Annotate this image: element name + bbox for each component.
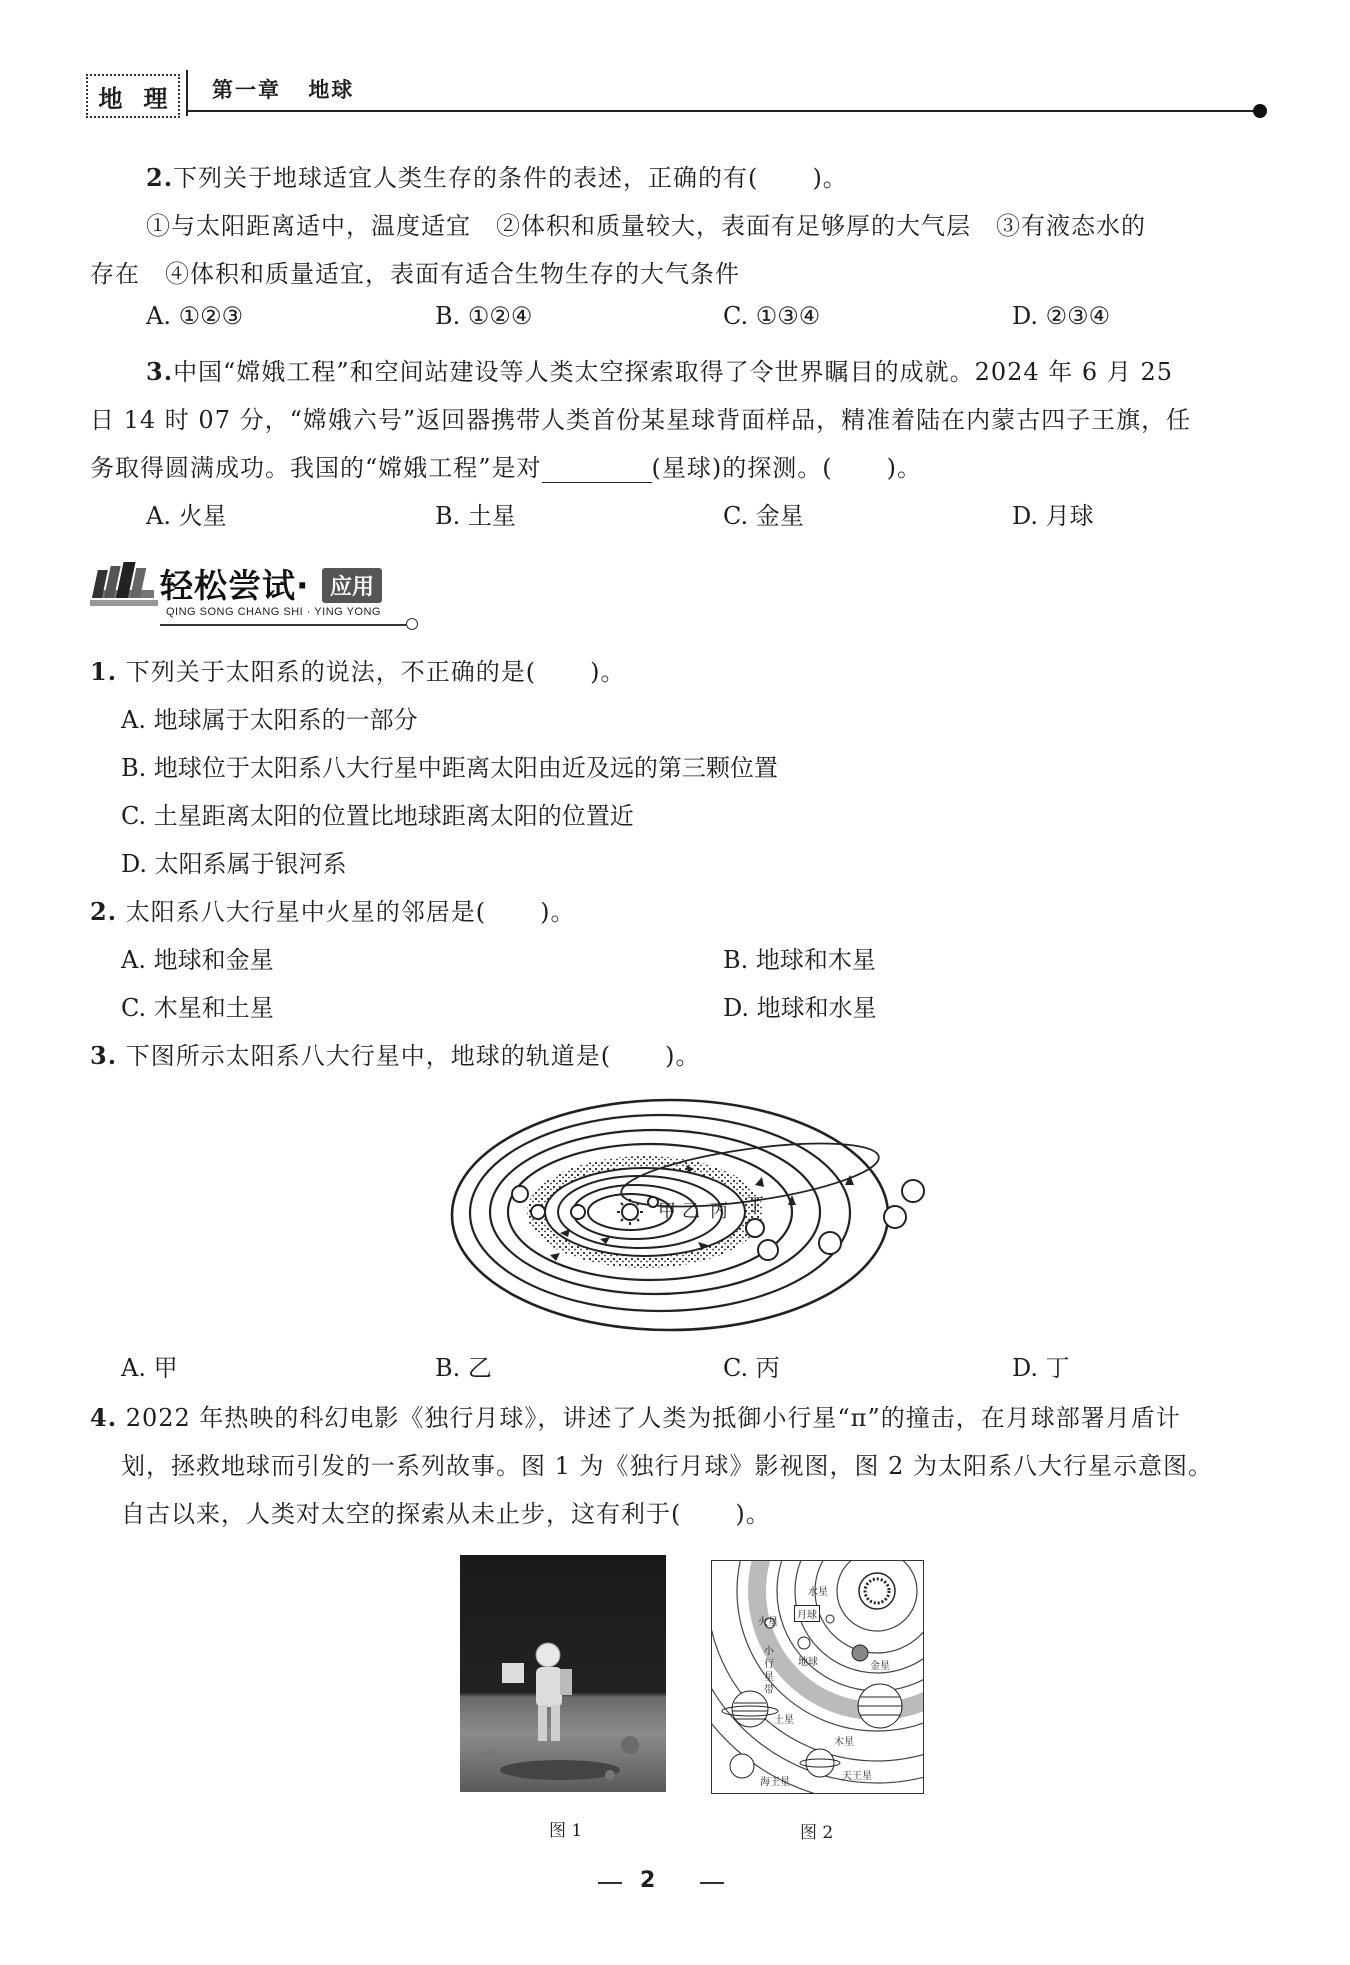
q2-option-d: D. ②③④ xyxy=(1012,302,1111,330)
s3-option-b: B. 乙 xyxy=(435,1354,492,1382)
s-question-2-stem xyxy=(90,892,575,927)
subject-box xyxy=(86,74,180,118)
question-number: 3. xyxy=(90,1041,118,1070)
page-number-dash-left xyxy=(598,1882,622,1884)
chapter-title: 地球 xyxy=(308,78,355,102)
subject-char-1: 地 xyxy=(98,84,123,113)
question-2-line-3: 存在 ④体积和质量适宜，表面有适合生物生存的大气条件 xyxy=(90,260,740,288)
s-question-3-stem xyxy=(90,1036,700,1071)
question-number: 2. xyxy=(90,897,118,926)
q3-option-c: C. 金星 xyxy=(723,502,804,530)
orbit-label-yi: 乙 xyxy=(682,1201,700,1222)
question-text: (星球)的探测。( xyxy=(651,454,833,482)
question-text: 太阳系八大行星中火星的邻居是( xyxy=(125,898,487,926)
page-number-dash-right xyxy=(700,1882,724,1884)
label-moon: 月球 xyxy=(794,1605,820,1622)
uranus-icon xyxy=(800,1749,840,1777)
s2-option-b: B. 地球和木星 xyxy=(723,946,876,974)
neptune-icon xyxy=(730,1754,754,1778)
question-text: 下列关于地球适宜人类生存的条件的表述，正确的有( xyxy=(173,164,759,192)
s3-option-d: D. 丁 xyxy=(1012,1354,1070,1382)
orbit-label-bing: 丙 xyxy=(710,1201,728,1222)
subject-char-2: 理 xyxy=(143,84,168,113)
question-2-line-2: ①与太阳距离适中，温度适宜 ②体积和质量较大，表面有足够厚的大气层 ③有液态水的 xyxy=(146,212,1146,240)
label-venus: 金星 xyxy=(870,1661,890,1672)
s-question-4-stem xyxy=(90,1398,1181,1433)
question-text-end: )。 xyxy=(540,898,576,926)
question-number: 2. xyxy=(146,163,174,192)
chapter-heading xyxy=(212,74,372,104)
s-question-1-stem xyxy=(90,652,625,687)
section-title: 轻松尝试· xyxy=(160,566,310,605)
label-mercury: 水星 xyxy=(808,1587,828,1598)
s2-option-c: C. 木星和土星 xyxy=(121,994,274,1022)
section-tag: 应用 xyxy=(322,568,382,603)
question-text-end: )。 xyxy=(735,1500,771,1528)
label-earth: 地球 xyxy=(798,1657,818,1668)
header-rule-dot xyxy=(1253,104,1267,118)
s3-option-a: A. 甲 xyxy=(121,1354,178,1382)
question-number: 1. xyxy=(90,657,118,686)
page-number: 2 xyxy=(640,1868,656,1893)
q2-option-c: C. ①③④ xyxy=(723,302,821,330)
fill-blank xyxy=(542,462,652,483)
q2-option-a: A. ①②③ xyxy=(146,302,244,330)
figure-2-caption: 图 2 xyxy=(800,1823,834,1843)
s-question-4-line-2: 划，拯救地球而引发的一系列故事。图 1 为《独行月球》影视图，图 2 为太阳系八大行星示意图。 xyxy=(121,1452,1214,1480)
s1-option-d: D. 太阳系属于银河系 xyxy=(121,850,347,878)
section-banner xyxy=(90,560,420,622)
sun-icon xyxy=(859,1573,895,1609)
s2-option-d: D. 地球和水星 xyxy=(723,994,877,1022)
label-uranus: 天王星 xyxy=(842,1771,872,1782)
question-3-stem xyxy=(146,352,1173,387)
figure-2-solar-system-map xyxy=(711,1560,924,1794)
s2-option-a: A. 地球和金星 xyxy=(121,946,274,974)
s1-option-a: A. 地球属于太阳系的一部分 xyxy=(121,706,418,734)
question-number: 3. xyxy=(146,357,174,386)
jupiter-icon xyxy=(858,1684,902,1728)
question-2-stem xyxy=(146,158,848,193)
orbit-label-jia: 甲 xyxy=(658,1201,676,1222)
section-subtitle: QING SONG CHANG SHI · YING YONG xyxy=(166,606,381,618)
s1-option-b: B. 地球位于太阳系八大行星中距离太阳由近及远的第三颗位置 xyxy=(121,754,778,782)
s3-option-c: C. 丙 xyxy=(723,1354,780,1382)
question-text: 下列关于太阳系的说法，不正确的是( xyxy=(125,658,537,686)
s1-option-c: C. 土星距离太阳的位置比地球距离太阳的位置近 xyxy=(121,802,634,830)
books-icon xyxy=(90,560,160,622)
question-3-line-2: 日 14 时 07 分，“嫦娥六号”返回器携带人类首份某星球背面样品，精准着陆在内蒙古四子王旗，任 xyxy=(90,406,1192,434)
label-asteroid-belt: 小行星带 xyxy=(764,1646,774,1696)
figure-1-caption: 图 1 xyxy=(549,1821,583,1841)
question-number: 4. xyxy=(90,1403,118,1432)
question-text: 自古以来，人类对太空的探索从未止步，这有利于( xyxy=(121,1500,682,1528)
orbit-label-ding: 丁 xyxy=(746,1195,764,1216)
question-text: 下图所示太阳系八大行星中，地球的轨道是( xyxy=(125,1042,612,1070)
question-3-line-3 xyxy=(90,448,922,483)
question-text: 2022 年热映的科幻电影《独行月球》，讲述了人类为抵御小行星“π”的撞击，在月球部署月盾计 xyxy=(125,1404,1181,1432)
question-text-end: )。 xyxy=(812,164,848,192)
q3-option-a: A. 火星 xyxy=(146,502,227,530)
header-rule xyxy=(188,110,1258,112)
label-jupiter: 木星 xyxy=(834,1737,854,1748)
astronaut-illustration xyxy=(460,1555,666,1792)
question-text: 务取得圆满成功。我国的“嫦娥工程”是对 xyxy=(90,454,542,482)
s-question-4-line-3 xyxy=(121,1494,771,1529)
question-text-end: )。 xyxy=(886,454,923,482)
question-text: 中国“嫦娥工程”和空间站建设等人类太空探索取得了令世界瞩目的成就。2024 年 6 月 25 xyxy=(173,358,1174,386)
q3-option-d: D. 月球 xyxy=(1012,502,1094,530)
label-mars: 火星 xyxy=(758,1617,778,1628)
q3-option-b: B. 土星 xyxy=(435,502,516,530)
q2-option-b: B. ①②④ xyxy=(435,302,533,330)
label-saturn: 土星 xyxy=(774,1715,794,1726)
question-text-end: )。 xyxy=(590,658,626,686)
section-underline xyxy=(160,624,410,626)
question-text-end: )。 xyxy=(665,1042,701,1070)
chapter-number: 第一章 xyxy=(212,78,281,102)
figure-1-movie-still xyxy=(460,1555,666,1792)
label-neptune: 海王星 xyxy=(760,1777,790,1788)
solar-system-orbit-diagram xyxy=(450,1095,930,1335)
section-underline-end xyxy=(406,618,418,630)
